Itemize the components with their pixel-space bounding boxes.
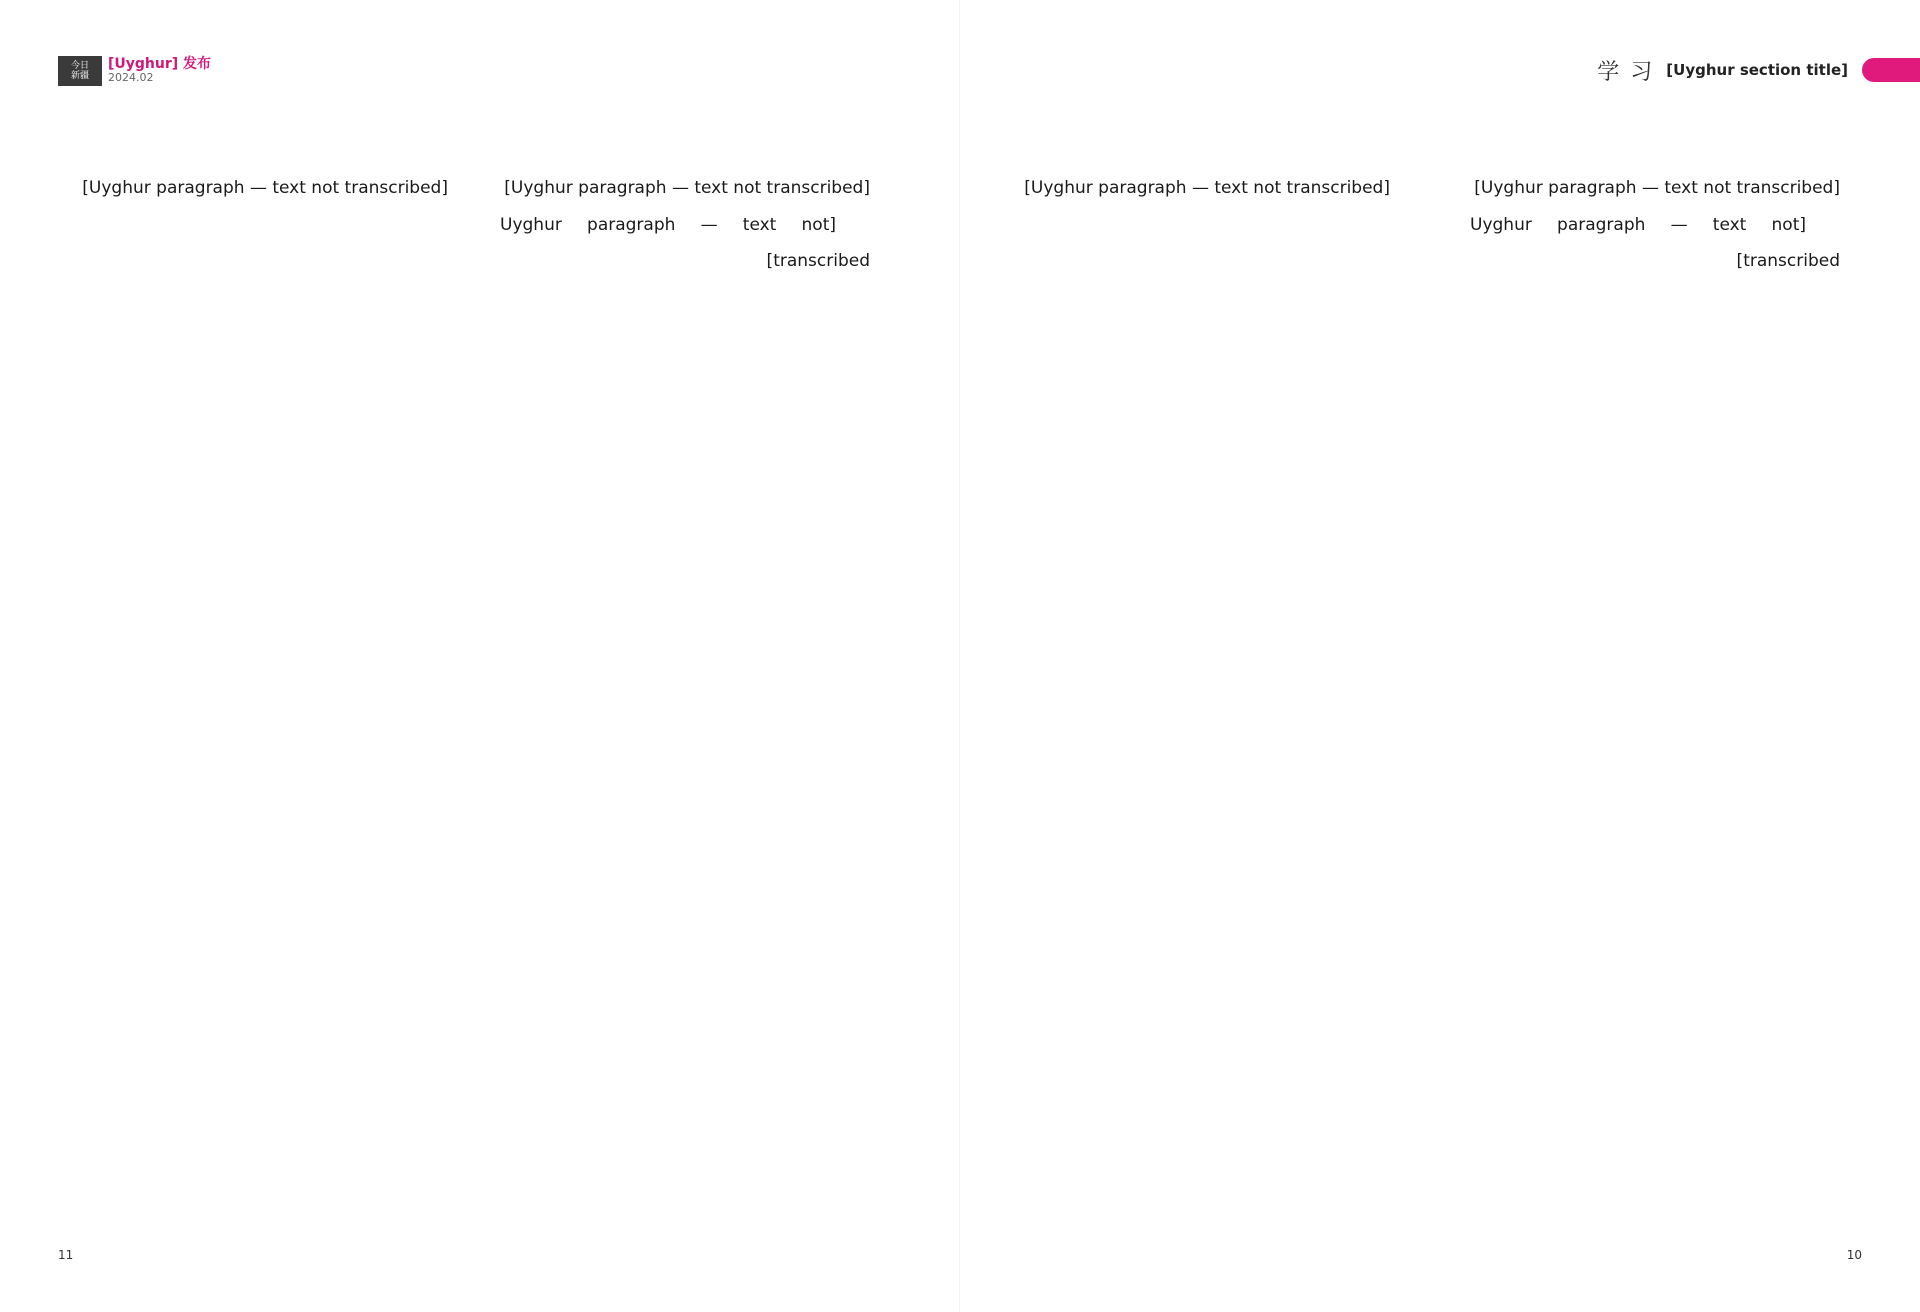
section-tab-marker <box>1862 58 1920 82</box>
paragraph: [Uyghur paragraph — text not transcribed] <box>500 214 870 271</box>
publication-title: [Uyghur] 发布 <box>108 56 212 72</box>
paragraph: [Uyghur paragraph — text not transcribed] <box>504 178 870 198</box>
paragraph: [Uyghur paragraph — text not transcribed] <box>1470 214 1840 271</box>
logo-line-1: 今日 <box>70 61 89 71</box>
issue-date: 2024.02 <box>108 71 154 84</box>
text-column-left-inner <box>500 170 870 280</box>
paragraph: [Uyghur paragraph — text not transcribed] <box>82 178 448 198</box>
section-header <box>1597 50 1920 90</box>
text-column-left-outer <box>78 170 448 207</box>
magazine-header <box>58 56 211 86</box>
section-title-chinese: 学 习 <box>1597 59 1655 85</box>
right-page <box>960 0 1920 1312</box>
logo-line-2: 新疆 <box>70 71 89 81</box>
magazine-logo <box>58 56 102 86</box>
text-column-right-outer <box>1470 170 1840 280</box>
text-column-right-inner <box>1020 170 1390 207</box>
page-number-left: 11 <box>58 1248 74 1262</box>
paragraph: [Uyghur paragraph — text not transcribed] <box>1474 178 1840 198</box>
paragraph: [Uyghur paragraph — text not transcribed] <box>1024 178 1390 198</box>
section-title-uyghur: [Uyghur section title] <box>1666 61 1848 79</box>
page-number-right: 10 <box>1846 1248 1862 1262</box>
